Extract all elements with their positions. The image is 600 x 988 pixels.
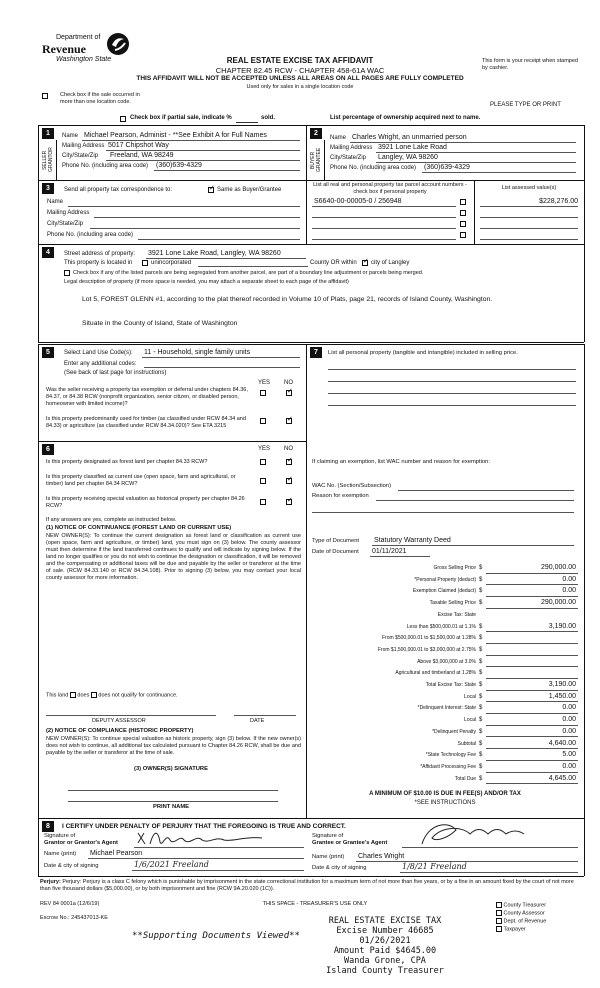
s6-question-1: Is this property designated as forest land per chapter 84.33 RCW? <box>46 459 208 465</box>
form-warning: THIS AFFIDAVIT WILL NOT BE ACCEPTED UNLESS ALL AREAS ON ALL PAGES ARE FULLY COMPLETED <box>136 75 464 82</box>
buyer-phone[interactable]: (360)639-4329 <box>424 164 470 171</box>
tax-row <box>306 703 584 715</box>
city-of-label: city of Langley <box>371 260 410 266</box>
legal-desc-line1[interactable]: Lot 5, FOREST GLENN #1, according to the plat thereof recorded in Volume 10 of Plats, page 21, records of Island County, Washington. <box>82 296 493 303</box>
tax-row-label: *Delinquent Interest: State <box>417 705 476 712</box>
s6-q1-no[interactable] <box>286 459 292 465</box>
tax-row <box>306 727 584 739</box>
rev-number: REV 84 0001a (12/6/19) <box>40 901 100 907</box>
section-number-5: 5 <box>42 347 54 358</box>
seller-addr-label: Mailing Address <box>62 143 105 149</box>
tax-row-dollar: $ <box>479 693 483 700</box>
segregated-label: Check box if any of the listed parcels are being segregated from another parcel, are part of a boundary line adjustment or parcels being merged. <box>73 270 424 276</box>
section-number-7: 7 <box>310 347 322 358</box>
grantee-sig-label2: Grantee or Grantee's Agent <box>312 840 388 846</box>
buyer-name[interactable]: Charles Wright, an unmarried person <box>352 134 467 141</box>
additional-codes-label: Enter any additional codes: <box>64 361 137 367</box>
tax-row-label: Local <box>464 717 476 724</box>
tax-row-dollar: $ <box>479 635 483 642</box>
tax-row-label: *Affidavit Processing Fee <box>420 763 476 770</box>
s5-q2-yes[interactable] <box>260 418 266 424</box>
more-locations-checkbox[interactable] <box>42 93 48 99</box>
send-correspondence-label: Send all property tax correspondence to: <box>64 187 173 193</box>
tax-row-label: *Personal Property (deduct) <box>414 576 476 583</box>
section-number-8: 8 <box>42 821 54 832</box>
s6-yes-header: YES <box>258 446 271 452</box>
tax-row-dollar: $ <box>479 682 483 688</box>
city-checkbox[interactable] <box>362 260 368 266</box>
parcel-number[interactable]: S6640-00-00005-0 / 256948 <box>314 198 402 205</box>
buyer-city-label: City/State/Zip <box>330 155 367 161</box>
tax-row-value[interactable]: 4,645.00 <box>548 774 576 782</box>
does-checkbox[interactable] <box>70 692 76 698</box>
notice1-text: NEW OWNER(S): To continue the current designation as forest land or classification as current use (open space, farm and agriculture, or timber) land, you must sign on (3) below. The county assessor must then determine if the land transferred continues to qualify and will indicate by signing below. If the land no longer qualifies or you do not wish to continue the designation or classification, it will be removed and the compensating or additional taxes will be due and payable by the seller or transferor at the time of sale. (RCW 84.33.140 or RCW 84.34.108). Prior to signing (3) below, you may contact your local county assessor for more information. <box>46 533 301 581</box>
tax-row <box>306 575 584 587</box>
tax-row-value[interactable]: 5.00 <box>562 751 576 759</box>
additional-codes-field[interactable] <box>144 367 300 368</box>
print-note: PLEASE TYPE OR PRINT <box>490 102 561 108</box>
tax-row-label: From $1,500,000.01 to $3,000,000 at 2.75% <box>377 646 476 653</box>
seller-name-label: Name <box>62 133 79 139</box>
s5-no-header: NO <box>284 380 293 386</box>
tax-row-dollar: $ <box>479 623 483 630</box>
tax-row <box>306 633 584 645</box>
copy-label-1: County Treasurer <box>503 902 547 909</box>
grantee-signature[interactable] <box>418 820 528 848</box>
section5-block <box>38 344 306 441</box>
reason-field-2[interactable] <box>312 512 574 513</box>
perjury-text: Perjury: Perjury is a class C felony which is punishable by imprisonment in the state correctional institution for a maximum term of not more than five years, or by a fine in an amount fixed by the court of not more than five thousand dollars ($5,000.00), or by both imprisonment and fine (RCW 9A.20.020 (1C)). <box>40 879 574 892</box>
tax-row-dollar: $ <box>479 752 483 759</box>
tax-row-label: Total Due <box>454 775 476 782</box>
s5-yes-header: YES <box>258 380 271 386</box>
assessed-block <box>474 180 584 244</box>
does-not-checkbox[interactable] <box>91 692 97 698</box>
grantee-print-label: Name (print) <box>312 854 345 860</box>
seller-city-label: City/State/Zip <box>62 153 99 159</box>
tax-row <box>306 715 584 727</box>
seller-side-label: SELLER GRANTOR <box>42 147 54 173</box>
unincorporated-label: unincorporated <box>151 260 192 266</box>
copy-item <box>496 910 586 918</box>
personal-property-label: List all personal property (tangible and intangible) included in selling price. <box>328 350 518 356</box>
s5-q2-no[interactable] <box>286 418 292 424</box>
tax-row <box>306 645 584 657</box>
s5-question-1: Was the seller receiving a property tax exemption or deferral under chapters 84.36, 84.37, or 84.38 RCW (nonprofit organization, senior citizen, or disabled person, homeowner with limited income)? <box>46 387 248 407</box>
s6-q3-no[interactable] <box>286 499 292 505</box>
reason-field[interactable] <box>376 500 574 501</box>
buyer-side-label: BUYER GRANTEE <box>310 147 322 173</box>
buyer-block <box>306 125 584 180</box>
doc-type-label: Type of Document <box>312 538 360 544</box>
tax-row <box>306 750 584 762</box>
single-use-note: Used only for sales in a single location code <box>246 84 354 90</box>
tax-row-value[interactable]: 0.00 <box>562 587 576 595</box>
seller-addr[interactable]: 5017 Chipshot Way <box>108 142 169 149</box>
tax-row-value[interactable]: 290,000.00 <box>540 564 576 571</box>
tax-row-dollar: $ <box>479 565 483 571</box>
grantor-sig-label2: Grantor or Grantor's Agent <box>44 840 118 846</box>
owner-print-line[interactable] <box>68 801 278 802</box>
seller-phone-label: Phone No. (including area code) <box>62 163 149 169</box>
see-instructions: *SEE INSTRUCTIONS <box>414 800 476 806</box>
tax-row-value[interactable]: 0.00 <box>562 575 576 583</box>
tax-row <box>306 762 584 774</box>
s5-q1-yes[interactable] <box>260 390 266 396</box>
buyer-addr-label: Mailing Address <box>330 145 373 151</box>
legal-desc-label: Legal description of property (if more space is needed, you may attach a separate sheet to each page of the affidavit) <box>64 279 349 285</box>
seller-city[interactable]: Freeland, WA 98249 <box>110 152 174 159</box>
county-or-label: County OR within <box>310 260 357 266</box>
tax-row-value[interactable]: 3,190.00 <box>548 622 576 630</box>
same-as-buyer-checkbox[interactable] <box>208 187 214 193</box>
s3-phone-label: Phone No. (including area code) <box>47 232 134 238</box>
owner-signature-label: (3) OWNER(S) SIGNATURE <box>134 766 208 772</box>
buyer-addr[interactable]: 3921 Lone Lake Road <box>378 144 447 151</box>
grantor-print-label: Name (print) <box>44 851 77 857</box>
date-signature-line[interactable] <box>234 715 296 716</box>
tax-row-label: From $500,000.01 to $1,500,000 at 1.28% <box>382 635 476 642</box>
grantee-sig-label1: Signature of <box>312 833 344 839</box>
land-use-label: Select Land Use Code(s): <box>64 350 133 356</box>
tax-row-label: Total Excise Tax: State <box>425 682 476 688</box>
stamp-line5: Wanda Grone, CPA <box>344 956 426 966</box>
tax-row-dollar: $ <box>479 763 483 770</box>
print-name-label: PRINT NAME <box>152 804 190 810</box>
dept-line2: Revenue <box>42 42 86 56</box>
grantee-date-city[interactable]: 1/8/21 Freeland <box>402 862 467 871</box>
copy-item <box>496 926 586 934</box>
section-number-3: 3 <box>42 183 54 194</box>
copy-distribution <box>496 902 586 934</box>
s6-q2-no[interactable] <box>286 478 292 484</box>
tax-row-label: Excise Tax: State <box>437 611 476 618</box>
grantor-date-label: Date & city of signing <box>44 863 99 869</box>
tax-row-value[interactable]: 4,640.00 <box>548 739 576 747</box>
pct-ownership-note: List percentage of ownership acquired next to name. <box>330 115 481 121</box>
tax-row-dollar: $ <box>479 600 483 607</box>
revenue-swirl-icon <box>106 32 130 56</box>
reason-label: Reason for exemption <box>312 493 369 499</box>
s3-name-field[interactable] <box>68 206 300 207</box>
personal-property-line-4[interactable] <box>328 405 576 406</box>
tax-row <box>306 610 584 622</box>
form-subtitle: CHAPTER 82.45 RCW - CHAPTER 458-61A WAC <box>215 66 385 75</box>
tax-row-dollar: $ <box>479 670 483 677</box>
copy-checkbox-3[interactable] <box>496 918 502 924</box>
s6-question-2: Is this property classified as current use (open space, farm and agricultural, or timber) land per chapter 84.34 RCW? <box>46 474 236 487</box>
tax-row <box>306 657 584 669</box>
dept-line3: Washington State <box>56 56 112 63</box>
notice1-title: (1) NOTICE OF CONTINUANCE (FOREST LAND OR CURRENT USE) <box>46 525 232 531</box>
dept-line1: Department of <box>56 34 101 41</box>
grantor-print-name[interactable]: Michael Pearson <box>90 850 143 857</box>
copy-label-4: Taxpayer <box>503 926 526 933</box>
does-not-label: does not qualify for continuance. <box>98 692 178 699</box>
personal-property-line-3[interactable] <box>328 393 576 394</box>
tax-row-value[interactable]: 1,450.00 <box>548 692 576 700</box>
tax-row-value[interactable]: 0.00 <box>562 727 576 735</box>
receipt-note: This form is your receipt when stamped by cashier. <box>482 58 578 71</box>
s6-no-header: NO <box>284 446 293 452</box>
section8-block <box>38 818 584 876</box>
revenue-logo <box>42 32 132 72</box>
partial-sale-blank[interactable] <box>236 122 258 123</box>
tax-row-dollar: $ <box>479 740 483 747</box>
tax-row-dollar: $ <box>479 775 483 782</box>
deputy-assessor-label: DEPUTY ASSESSOR <box>92 718 146 724</box>
tax-row-dollar: $ <box>479 658 483 665</box>
perjury-notice <box>40 879 582 893</box>
tax-row-label: Gross Selling Price <box>433 565 476 571</box>
copy-label-2: County Assessor <box>503 910 545 917</box>
s3-city-field[interactable] <box>90 228 300 229</box>
section7-block <box>306 344 584 818</box>
parcel-checkbox-1[interactable] <box>460 199 466 205</box>
buyer-phone-label: Phone No. (including area code) <box>330 165 417 171</box>
treasurer-stamp <box>300 916 470 976</box>
parcel-checkbox-2[interactable] <box>460 210 466 216</box>
stamp-line3: 01/26/2021 <box>359 936 411 946</box>
seller-phone[interactable]: (360)639-4329 <box>156 162 202 169</box>
parcel-checkbox-4[interactable] <box>460 232 466 238</box>
see-back-note: (See back of last page for instructions) <box>64 370 167 376</box>
tax-row-label: Local <box>464 693 476 700</box>
stamp-line6: Island County Treasurer <box>326 966 444 976</box>
stamp-line4: Amount Paid $4645.00 <box>333 946 437 956</box>
grantor-date-city[interactable]: 1/6/2021 Freeland <box>134 860 209 869</box>
minimum-note: A MINIMUM OF $10.00 IS DUE IN FEE(S) AND/OR TAX <box>369 791 521 797</box>
section6-block <box>38 441 306 818</box>
copy-checkbox-2[interactable] <box>496 910 502 916</box>
tax-row-dollar: $ <box>479 646 483 653</box>
date-label: DATE <box>250 718 265 724</box>
tax-row-value[interactable]: 290,000.00 <box>540 599 576 607</box>
more-locations-label: Check box if the sale occurred in more than one location code. <box>60 92 140 105</box>
notice2-text: NEW OWNER(S): To continue special valuation as historic property, sign (3) below. If the new owner(s) does not wish to continue, all additional tax calculated pursuant to Chapter 84.26 RCW, shall be due and payable by the seller or transferor at the time of sale. <box>46 736 301 756</box>
grantor-sig-label1: Signature of <box>44 833 76 839</box>
assessed-value[interactable]: $228,276.00 <box>539 198 578 205</box>
tax-row <box>306 598 584 610</box>
form-title: REAL ESTATE EXCISE TAX AFFIDAVIT <box>226 56 374 65</box>
tax-row <box>306 622 584 634</box>
s5-question-2: Is this property predominantly used for timber (as classified under RCW 84.34 and 84.33) or agriculture (as classified under RCW 84.34.020)? See ETA 3215 <box>46 416 246 429</box>
buyer-city[interactable]: Langley, WA 98260 <box>378 154 438 161</box>
s3-name-label: Name <box>47 199 64 205</box>
located-in-label: This property is located in <box>64 260 133 266</box>
tax-row-value[interactable]: 0.00 <box>562 762 576 770</box>
section-number-6: 6 <box>42 444 54 455</box>
wac-label: WAC No. (Section/Subsection) <box>312 483 392 489</box>
s5-q1-no[interactable] <box>286 390 292 396</box>
notice2-title: (2) NOTICE OF COMPLIANCE (HISTORIC PROPERTY) <box>46 728 194 734</box>
tax-row <box>306 668 584 680</box>
copy-item <box>496 902 586 910</box>
tax-row-label: Above $3,000,000 at 3.0% <box>417 658 476 665</box>
section-number-2: 2 <box>310 128 322 139</box>
same-as-buyer-label: Same as Buyer/Grantee <box>217 187 282 193</box>
this-land-label: This land <box>46 692 69 699</box>
doc-date-label: Date of Document <box>312 549 359 555</box>
doc-type[interactable]: Statutory Warranty Deed <box>374 537 451 544</box>
tax-row-dollar: $ <box>479 705 483 712</box>
grantee-date-label: Date & city of signing <box>312 865 367 871</box>
section4-block <box>38 244 584 342</box>
parcel-header: List all real and personal property tax parcel account numbers - check box if personal property <box>313 182 467 195</box>
seller-name[interactable]: Michael Pearson, Administ - **See Exhibit A for Full Names <box>84 132 267 139</box>
tax-row-label: Taxable Selling Price <box>429 600 476 607</box>
tax-row <box>306 586 584 598</box>
personal-property-line-2[interactable] <box>328 381 576 382</box>
tax-row <box>306 692 584 704</box>
tax-row <box>306 739 584 751</box>
s3-city-label: City/State/Zip <box>47 221 84 227</box>
land-use-select[interactable]: 11 - Household, single family units <box>144 349 251 356</box>
tax-row-value[interactable]: 0.00 <box>562 704 576 712</box>
stamp-line2: Excise Number 46685 <box>336 926 434 936</box>
s3-phone-field[interactable] <box>138 239 300 240</box>
supporting-docs-note: **Supporting Documents Viewed** <box>132 931 300 941</box>
partial-sale-label: Check box if partial sale, indicate % <box>130 115 232 121</box>
doc-date[interactable]: 01/11/2021 <box>372 548 407 555</box>
copy-item <box>496 918 586 926</box>
tax-row-dollar: $ <box>479 717 483 724</box>
copy-checkbox-1[interactable] <box>496 902 502 908</box>
escrow-number: Escrow No.: 245437013-KE <box>40 915 108 921</box>
s6-q2-yes[interactable] <box>260 478 266 484</box>
seller-block <box>38 125 306 180</box>
exemption-label: If claiming an exemption, list WAC number and reason for exemption: <box>312 459 490 465</box>
section-number-4: 4 <box>42 247 54 258</box>
tax-row-dollar: $ <box>479 576 483 583</box>
tax-row <box>306 563 584 575</box>
legal-desc-line2[interactable]: Situate in the County of Island, State of Washington <box>82 320 238 327</box>
s3-addr-field[interactable] <box>94 217 300 218</box>
s3-addr-label: Mailing Address <box>47 210 90 216</box>
tax-row <box>306 774 584 786</box>
tax-row-dollar: $ <box>479 588 483 595</box>
does-label: does <box>77 692 90 699</box>
wac-field[interactable] <box>398 490 574 491</box>
tax-row-label: Exemption Claimed (deduct) <box>412 588 476 595</box>
tax-row-label: *State Technology Fee <box>425 752 476 759</box>
tax-row-label: Less than $500,000.01 at 1.1% <box>406 623 476 630</box>
tax-row-label: *Delinquent Penalty <box>432 728 476 735</box>
parcel-checkbox-3[interactable] <box>460 221 466 227</box>
s6-q1-yes[interactable] <box>260 459 266 465</box>
street-address[interactable]: 3921 Lone Lake Road, Langley, WA 98260 <box>148 250 281 257</box>
tax-row-value[interactable]: 3,190.00 <box>548 681 576 688</box>
copy-label-3: Dept. of Revenue <box>503 918 547 925</box>
copy-checkbox-4[interactable] <box>496 926 502 932</box>
grantee-print-name[interactable]: Charles Wright <box>358 853 405 860</box>
tax-row-label: Agricultural and timberland at 1.28% <box>395 670 476 677</box>
section-number-1: 1 <box>42 128 54 139</box>
this-land-row <box>46 692 296 698</box>
s6-question-3: Is this property receiving special valuation as historical property per chapter 84.26 RCW? <box>46 496 245 509</box>
if-yes-note: If any answers are yes, complete as instructed below. <box>46 517 177 523</box>
stamp-line1: REAL ESTATE EXCISE TAX <box>328 916 442 926</box>
owner-signature-line[interactable] <box>68 790 278 791</box>
street-label: Street address of property: <box>64 251 136 257</box>
s6-q3-yes[interactable] <box>260 499 266 505</box>
tax-row-dollar: $ <box>479 728 483 735</box>
parcel-block <box>306 180 474 244</box>
tax-row-label: Subtotal <box>457 740 476 747</box>
buyer-name-label: Name <box>330 135 347 141</box>
section3-block <box>38 180 306 244</box>
certify-statement: I CERTIFY UNDER PENALTY OF PERJURY THAT THE FOREGOING IS TRUE AND CORRECT. <box>62 823 346 830</box>
tax-row <box>306 680 584 692</box>
partial-sale-sold: sold. <box>261 115 276 121</box>
personal-property-line-1[interactable] <box>328 369 576 370</box>
unincorporated-checkbox[interactable] <box>142 260 148 266</box>
segregated-checkbox[interactable] <box>64 270 70 276</box>
treasurer-space: THIS SPACE - TREASURER'S USE ONLY <box>262 901 368 907</box>
tax-row-value[interactable]: 0.00 <box>562 716 576 724</box>
partial-sale-checkbox[interactable] <box>120 116 126 122</box>
deputy-signature-line[interactable] <box>46 715 216 716</box>
assessed-header: List assessed value(s) <box>501 185 557 191</box>
perjury-label: Perjury: <box>40 879 61 885</box>
